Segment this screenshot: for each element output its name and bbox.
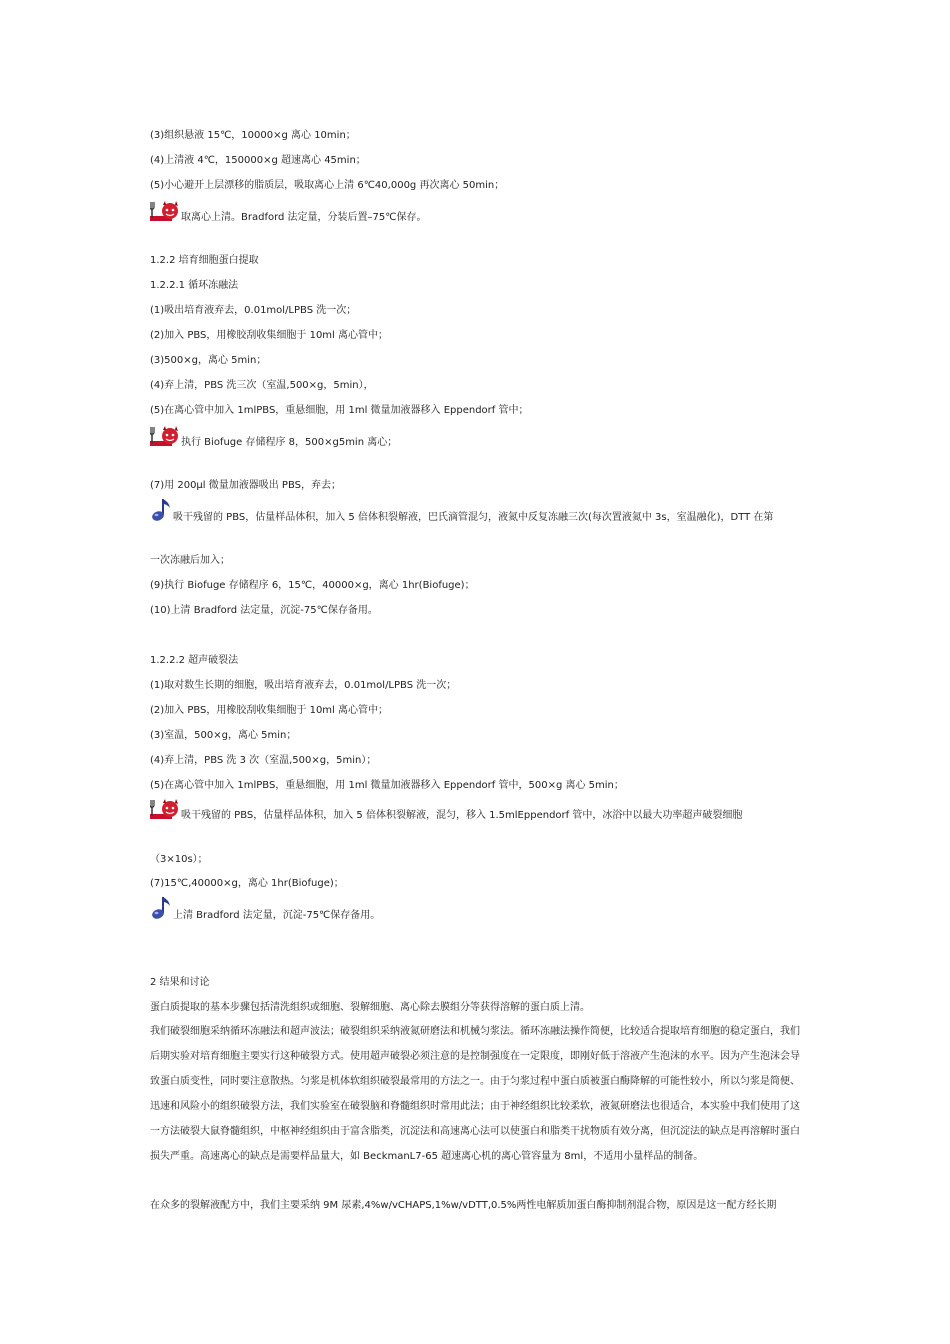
step-line: 吸干残留的 PBS，估量样品体积，加入 5 倍体积裂解液，混匀，移入 1.5mlEppendorf 管中，冰浴中以最大功率超声破裂细胞: [181, 810, 743, 821]
subsection-heading: 1.2.2.1 循环冻融法: [150, 280, 239, 291]
step-line: (4)弃上清，PBS 洗 3 次（室温,500×g，5min）；: [150, 755, 377, 766]
step-line: 吸干残留的 PBS，估量样品体积，加入 5 倍体积裂解液，巴氏滴管混匀，液氮中反复冻融三次(每次置液氮中 3s，室温融化)，DTT 在第: [173, 512, 774, 523]
step-line: (10)上清 Bradford 法定量，沉淀-75℃保存备用。: [150, 605, 378, 616]
music-note-icon: [150, 895, 172, 921]
step-line: 执行 Biofuge 存储程序 8，500×g5min 离心；: [181, 437, 398, 448]
step-line: (2)加入 PBS，用橡胶刮收集细胞于 10ml 离心管中；: [150, 330, 389, 341]
step-line: （3×10s）；: [150, 854, 208, 865]
step-line: (9)执行 Biofuge 存储程序 6，15℃，40000×g，离心 1hr(Biofuge)；: [150, 580, 475, 591]
section-heading: 1.2.2 培育细胞蛋白提取: [150, 255, 259, 266]
step-line: (5)在离心管中加入 1mlPBS，重悬细胞，用 1ml 微量加液器移入 Eppendorf 管中；: [150, 405, 529, 416]
step-line: 取离心上清。Bradford 法定量，分装后置–75℃保存。: [181, 212, 427, 223]
music-note-icon: [150, 497, 172, 523]
step-line: (1)吸出培育液弃去，0.01mol/LPBS 洗一次；: [150, 305, 357, 316]
step-line: (3)室温，500×g，离心 5min；: [150, 730, 297, 741]
subsection-heading: 1.2.2.2 超声破裂法: [150, 655, 239, 666]
step-line: 一次冻融后加入；: [150, 555, 230, 566]
paragraph: 在众多的裂解液配方中，我们主要采纳 9M 尿素,4%w/vCHAPS,1%w/vDTT,0.5%两性电解质加蛋白酶抑制剂混合物，原因是这一配方经长期: [150, 1200, 777, 1211]
step-line: (4)弃上清，PBS 洗三次（室温,500×g，5min），: [150, 380, 374, 391]
devil-clipart-icon: [150, 425, 182, 449]
devil-clipart-icon: [150, 200, 182, 224]
paragraph-text: 我们破裂细胞采纳循环冻融法和超声波法；破裂组织采纳液氮研磨法和机械匀浆法。循环冻融法操作简便，比较适合提取培育细胞的稳定蛋白，我们后期实验对培育细胞主要实行这种破裂方式。使用超声破裂必须注意的是控制强度在一定限度，即刚好低于溶液产生泡沫的水平。因为产生泡沫会导致蛋白质变性，同时要注意散热。匀浆是机体软组织破裂最常用的方法之一。由于匀浆过程中蛋白质被蛋白酶降解的可能性较小，所以匀浆是简便、迅速和风险小的组织破裂方法，我们实验室在破裂脑和脊髓组织时常用此法；由于神经组织比较柔软，液氮研磨法也很适合，本实验中我们使用了这一方法破裂大鼠脊髓组织，中枢神经组织由于富含脂类，沉淀法和高速离心法可以使蛋白和脂类干扰物质有效分离，但沉淀法的缺点是再溶解时蛋白损失严重。高速离心的缺点是需要样品量大，如 BeckmanL7-65 超速离心机的离心管容量为 8ml，不适用小量样品的制备。: [150, 1026, 800, 1162]
step-line: (3)500×g，离心 5min；: [150, 355, 267, 366]
devil-clipart-icon: [150, 798, 182, 822]
paragraph: [150, 1019, 800, 1169]
step-line: (5)在离心管中加入 1mlPBS，重悬细胞，用 1ml 微量加液器移入 Eppendorf 管中，500×g 离心 5min；: [150, 780, 624, 791]
step-line: (3)组织悬液 15℃，10000×g 离心 10min；: [150, 130, 356, 141]
step-line: 上清 Bradford 法定量，沉淀-75℃保存备用。: [173, 910, 381, 921]
step-line: (7)15℃,40000×g，离心 1hr(Biofuge)；: [150, 878, 344, 889]
step-line: (7)用 200μl 微量加液器吸出 PBS，弃去；: [150, 480, 341, 491]
step-line: (5)小心避开上层漂移的脂质层，吸取离心上清 6℃40,000g 再次离心 50min；: [150, 180, 505, 191]
section-heading: 2 结果和讨论: [150, 977, 210, 988]
paragraph: 蛋白质提取的基本步骤包括清洗组织或细胞、裂解细胞、离心除去膜组分等获得溶解的蛋白质上清。: [150, 1002, 590, 1013]
step-line: (2)加入 PBS，用橡胶刮收集细胞于 10ml 离心管中；: [150, 705, 389, 716]
step-line: (1)取对数生长期的细胞，吸出培育液弃去，0.01mol/LPBS 洗一次；: [150, 680, 457, 691]
step-line: (4)上清液 4℃，150000×g 超速离心 45min；: [150, 155, 366, 166]
